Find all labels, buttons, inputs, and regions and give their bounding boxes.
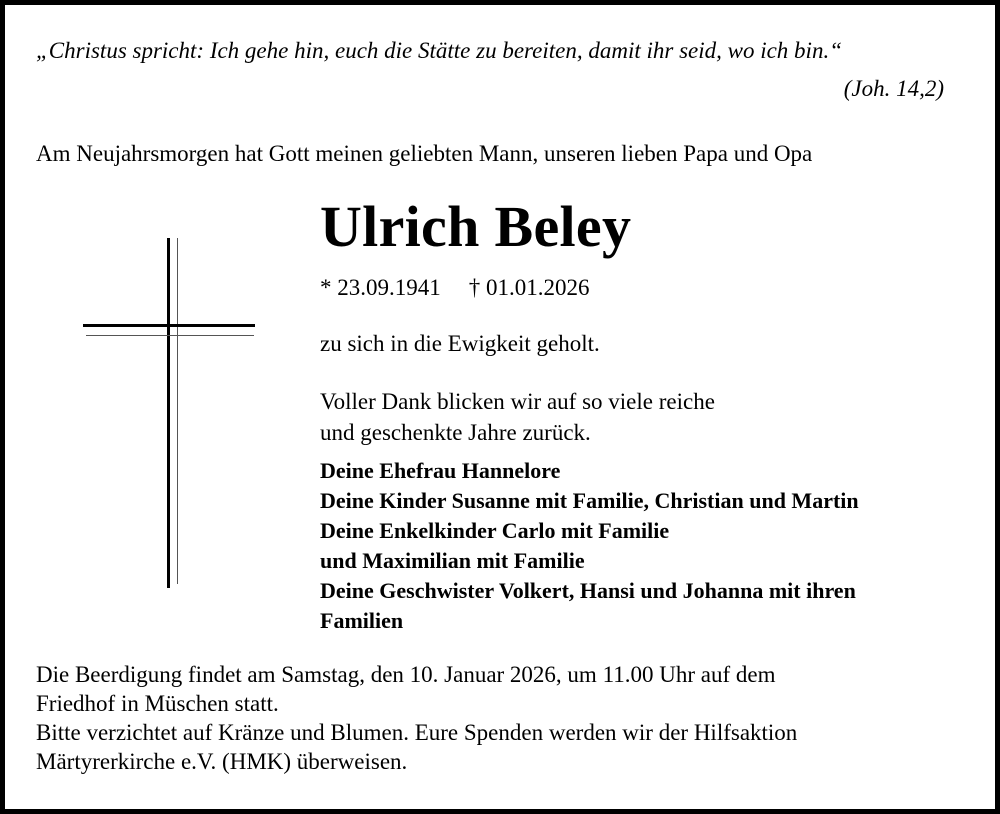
mourner-line: Familien	[320, 608, 404, 633]
thanks-text	[320, 386, 715, 448]
death-date: † 01.01.2026	[468, 275, 590, 300]
mourners-list	[320, 456, 859, 636]
funeral-info	[36, 660, 797, 776]
thanks-line: und geschenkte Jahre zurück.	[320, 420, 591, 445]
life-dates	[320, 275, 590, 301]
intro-text: Am Neujahrsmorgen hat Gott meinen geliebten Mann, unseren lieben Papa und Opa	[36, 141, 813, 166]
bible-quote: „Christus spricht: Ich gehe hin, euch die Stätte zu bereiten, damit ihr seid, wo ich bin.“	[36, 38, 842, 63]
cross-icon	[80, 236, 260, 591]
mourner-line: Deine Ehefrau Hannelore	[320, 458, 561, 483]
birth-date: * 23.09.1941	[320, 275, 441, 300]
mourner-line: Deine Geschwister Volkert, Hansi und Johanna mit ihren	[320, 578, 856, 603]
deceased-name: Ulrich Beley	[320, 194, 632, 259]
funeral-line: Märtyrerkirche e.V. (HMK) überweisen.	[36, 749, 408, 774]
mourner-line: und Maximilian mit Familie	[320, 548, 585, 573]
mourner-line: Deine Enkelkinder Carlo mit Familie	[320, 518, 670, 543]
mourner-line: Deine Kinder Susanne mit Familie, Christian und Martin	[320, 488, 859, 513]
funeral-line: Die Beerdigung findet am Samstag, den 10. Januar 2026, um 11.00 Uhr auf dem	[36, 662, 776, 687]
thanks-line: Voller Dank blicken wir auf so viele reiche	[320, 389, 715, 414]
eternity-line: zu sich in die Ewigkeit geholt.	[320, 331, 600, 356]
bible-quote-reference: (Joh. 14,2)	[843, 76, 944, 101]
funeral-line: Bitte verzichtet auf Kränze und Blumen. Eure Spenden werden wir der Hilfsaktion	[36, 720, 798, 745]
funeral-line: Friedhof in Müschen statt.	[36, 691, 279, 716]
